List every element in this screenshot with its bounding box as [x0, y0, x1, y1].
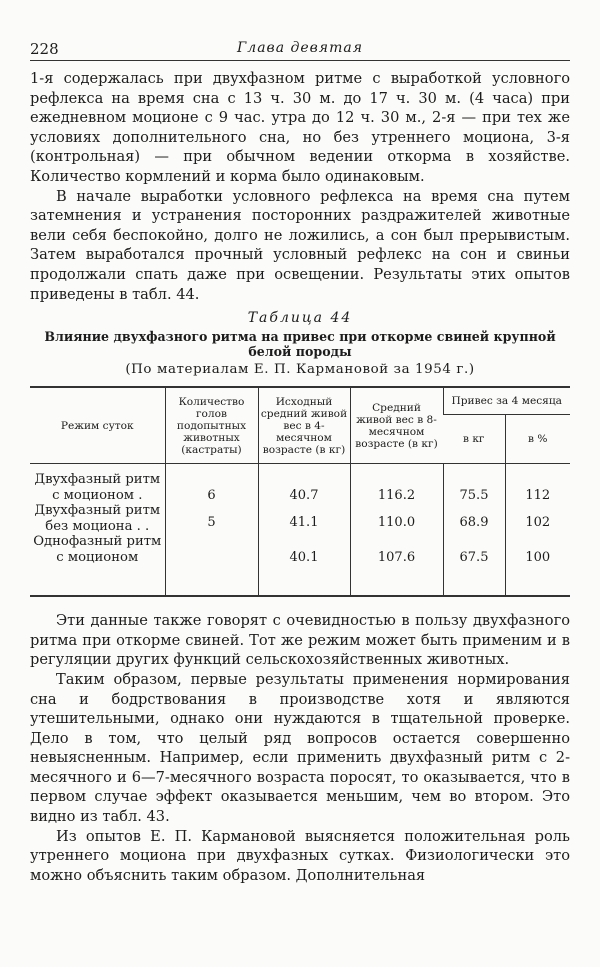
row-regime-line2: с моционом: [56, 549, 139, 565]
row-avg: 110.0: [350, 503, 443, 534]
table-title: Влияние двухфазного ритма на привес при откорме свиней крупной белой породы: [44, 329, 556, 360]
row-regime-line2: с моционом .: [52, 487, 143, 503]
data-table: [30, 386, 570, 597]
row-avg: 116.2: [350, 472, 443, 503]
table-caption: Таблица 44: [247, 310, 353, 327]
header-gain-kg: в кг: [443, 415, 505, 464]
table-row: [30, 534, 570, 596]
paragraph-5: Из опытов Е. П. Кармановой выясняется положительная роль утреннего моциона при двухфазных сутках. Физиологически это можно объяснить таким образом. Дополнительная: [30, 827, 570, 884]
page-number: 228: [30, 40, 59, 58]
page-header: [30, 38, 570, 61]
row-regime-line1: Двухфазный ритм: [34, 472, 161, 488]
row-initial: 40.7: [258, 472, 350, 503]
row-initial: 41.1: [258, 503, 350, 534]
header-count: Количество голов подопытных животных (кастраты): [165, 387, 258, 464]
paragraph-4: Таким образом, первые результаты применения нормирования сна и бодрствования в производстве хотя и являются утешительными, однако они нуждаются в тщательной проверке. Дело в том, что целый ряд вопросов остается совершенно невыясненным. Например, если применить двухфазный ритм с 2-месячного и 6—7-месячного возраста поросят, то оказывается, что в первом случае эффект оказывается меньшим, чем во втором. Это видно из табл. 43.: [30, 670, 570, 826]
row-regime-line1: Двухфазный ритм: [34, 503, 161, 519]
paragraph-2: В начале выработки условного рефлекса на время сна путем затемнения и устранения посторонних раздражителей животные вели себя беспокойно, долго не ложились, а сон был прерывистым. Затем выработался прочный условный рефлекс на сон и свиньи продолжали спать даже при освещении. Результаты этих опытов приведены в табл. 44.: [30, 187, 570, 303]
row-gain-kg: 75.5: [443, 472, 505, 503]
header-gain: Привес за 4 месяца: [443, 387, 570, 415]
paragraph-3: Эти данные также говорят с очевидностью в пользу двухфазного ритма при откорме свиней. Тот же режим может быть применим и в регуляции других функций сельскохозяйственных животных.: [30, 612, 570, 669]
table-row: [30, 472, 570, 503]
row-gain-kg: 68.9: [443, 503, 505, 534]
row-gain-pct: 100: [505, 534, 570, 596]
table-subtitle: (По материалам Е. П. Кармановой за 1954 г.): [125, 362, 475, 378]
table-row: [30, 503, 570, 534]
row-regime-line1: Однофазный ритм: [33, 534, 162, 550]
chapter-title: Глава девятая: [237, 40, 363, 56]
row-gain-pct: 112: [505, 472, 570, 503]
row-count: 6: [165, 472, 258, 503]
row-gain-kg: 67.5: [443, 534, 505, 596]
header-initial-weight: Исходный средний живой вес в 4-месячном возрасте (в кг): [258, 387, 350, 464]
header-avg-weight: Средний живой вес в 8-месячном возрасте (в кг): [350, 387, 443, 464]
header-gain-pct: в %: [505, 415, 570, 464]
book-page: [30, 38, 570, 885]
row-initial: 40.1: [258, 534, 350, 596]
intro-paragraph: 1-я содержалась при двухфазном ритме с выработкой условного рефлекса на время сна с 13 ч. 30 м. до 17 ч. 30 м. (4 часа) при ежедневном моционе с 9 час. утра до 12 ч. 30 м., 2-я — при тех же условиях дополнительного сна, но без утреннего моциона, 3-я (контрольная) — при обычном ведении откорма в хозяйстве. Количество кормлений и корма было одинаковым.: [30, 70, 570, 185]
row-count: 5: [165, 503, 258, 534]
row-gain-pct: 102: [505, 503, 570, 534]
row-avg: 107.6: [350, 534, 443, 596]
row-count: [165, 534, 258, 596]
header-regime: Режим суток: [30, 387, 165, 464]
row-regime-line2: без моциона . .: [45, 518, 150, 534]
